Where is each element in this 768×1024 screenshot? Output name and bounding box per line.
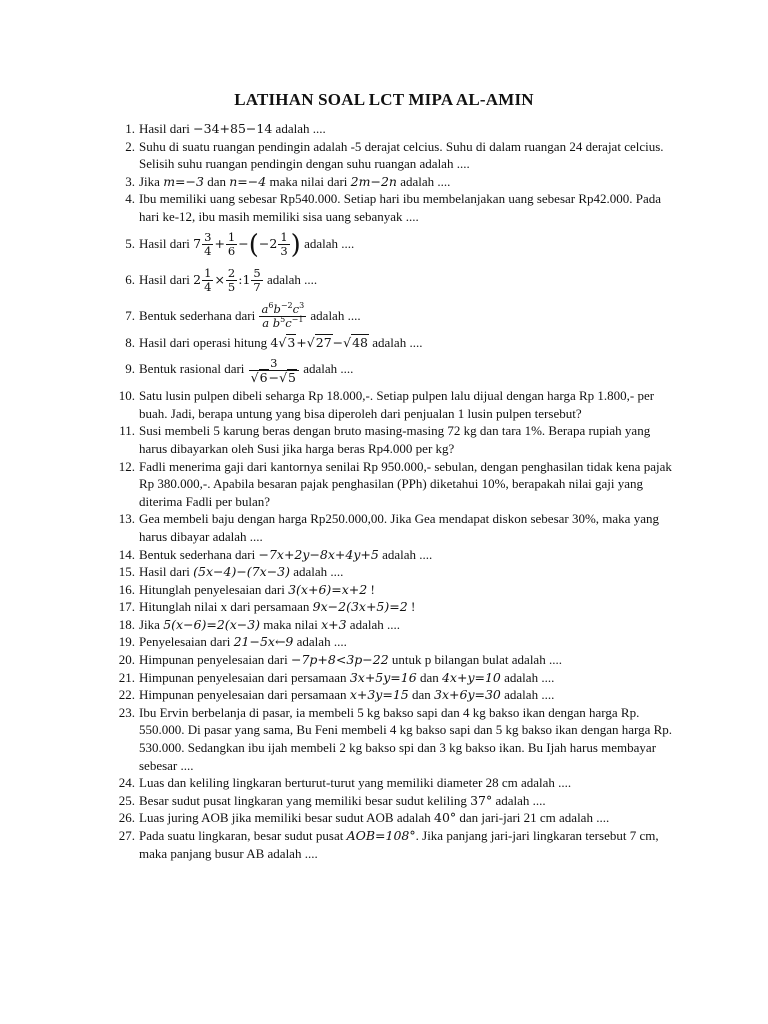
question-18: 18. Jika 5(x−6)=2(x−3) maka nilai x+3 adalah ....: [118, 616, 400, 632]
question-19: 19. Penyelesaian dari 21−5x←9 adalah ....: [118, 634, 347, 650]
fraction: $\frac{3}{4}$: [204, 230, 212, 259]
question-25: 25. Besar sudut pusat lingkaran yang memiliki besar sudut keliling 37° adalah ....: [118, 792, 546, 808]
question-10: 10. Satu lusin pulpen dibeli seharga Rp 18.000,-. Setiap pulpen lalu dijual dengan harga Rp 1.800,- per buah. Jadi, berapa untung yang bisa diperoleh dari penjualan 1 lusin pulpen tersebut?: [118, 388, 655, 421]
document-title: LATIHAN SOAL LCT MIPA AL-AMIN: [234, 90, 534, 109]
question-5: 5. Hasil dari 7 $\frac{3}{4}$ + $\frac{1}{6}$ −(−2 $\frac{1}{3}$ ) adalah ....: [125, 229, 355, 260]
question-2: 2. Suhu di suatu ruangan pendingin adalah -5 derajat celcius. Suhu di dalam ruangan 24 derajat celcius. Selisih suhu ruangan pendingin dengan suhu ruangan adalah ....: [125, 138, 664, 172]
question-21: 21. Himpunan penyelesaian dari persamaan 3x+5y=16 dan 4x+y=10 adalah ....: [118, 669, 555, 685]
fraction: $\frac{1}{6}$: [227, 230, 236, 259]
question-27: 27. Pada suatu lingkaran, besar sudut pusat AOB=108°. Jika panjang jari-jari lingkaran tersebut 7 cm, maka panjang busur AB adalah ....: [118, 828, 659, 861]
question-4: 4. Ibu memiliki uang sebesar Rp540.000. Setiap hari ibu membelanjakan uang sebesar Rp42.000. Pada hari ke-12, ibu masih memiliki sisa uang sebanyak ....: [125, 191, 662, 224]
question-7: 7. Bentuk sederhana dari $\frac{a^6b^{-2}c^3}{a b^5c^{-1}}$ adalah ....: [125, 301, 361, 331]
question-8: 8. Hasil dari operasi hitung 4√3+√27−√48 adalah ....: [125, 334, 423, 350]
question-15: 15. Hasil dari (5x−4)−(7x−3) adalah ....: [118, 564, 344, 580]
question-22: 22. Himpunan penyelesaian dari persamaan x+3y=15 dan 3x+6y=30 adalah ....: [118, 687, 555, 703]
question-list: [110, 120, 674, 862]
question-26: 26. Luas juring AOB jika memiliki besar sudut AOB adalah 40° dan jari-jari 21 cm adalah ....: [118, 810, 610, 826]
question-24: 24. Luas dan keliling lingkaran berturut-turut yang memiliki diameter 28 cm adalah ....: [118, 775, 572, 791]
fraction: $\frac{3}{√6-√5}$: [249, 357, 299, 384]
question-16: 16. Hitunglah penyelesaian dari 3(x+6)=x+2 !: [118, 581, 375, 597]
question-20: 20. Himpunan penyelesaian dari −7p+8<3p−22 untuk p bilangan bulat adalah ....: [118, 652, 562, 668]
question-3: 3. Jika m=−3 dan n=−4 maka nilai dari 2m−2n adalah ....: [125, 173, 451, 189]
question-17: 17. Hitunglah nilai x dari persamaan 9x−2(3x+5)=2 !: [118, 599, 416, 615]
question-11: 11. Susi membeli 5 karung beras dengan bruto masing-masing 72 kg dan tara 1%. Berapa rupiah yang harus dibayarkan oleh Susi jika harga beras Rp4.000 per kg?: [119, 423, 651, 456]
question-14: 14. Bentuk sederhana dari −7x+2y−8x+4y+5 adalah ....: [118, 546, 433, 562]
question-12: 12. Fadli menerima gaji dari kantornya senilai Rp 950.000,- sebulan, dengan penghasilan tidak kena pajak Rp 380.000,-. Apabila besaran pajak penghasilan (PPh) diketahui 10%, berapakah nilai gaji yang diterima Fadli per bulan?: [118, 458, 672, 509]
question-13: 13. Gea membeli baju dengan harga Rp250.000,00. Jika Gea mendapat diskon sebesar 30%, maka yang harus dibayar adalah ....: [118, 511, 659, 544]
question-1: 1. Hasil dari −34+85−14 adalah ....: [125, 121, 326, 136]
fraction: $\frac{1}{4}$: [204, 266, 212, 295]
fraction: $\frac{a^6b^{-2}c^3}{a b^5c^{-1}}$: [261, 301, 305, 331]
fraction: $\frac{5}{7}$: [253, 266, 261, 295]
fraction: $\frac{2}{5}$: [227, 266, 236, 295]
question-9: 9. Bentuk rasional dari $\frac{3}{√6-√5}$ adalah ....: [125, 355, 354, 385]
fraction: $\frac{1}{3}$: [280, 230, 288, 259]
question-6: 6. Hasil dari 2 $\frac{1}{4}$ × $\frac{2}{5}$ :1 $\frac{5}{7}$ adalah ....: [125, 266, 318, 295]
question-23: 23. Ibu Ervin berbelanja di pasar, ia membeli 5 kg bakso sapi dan 4 kg bakso ikan dengan harga Rp. 550.000. Di pasar yang sama, Bu Feni membeli 4 kg bakso sapi dan 5 kg bakso ikan dengan harga Rp. 530.000. Sedangkan ibu ijah membeli 2 kg bakso spi dan 3 kg bakso ikan. Bu Ijah harus membayar sebesar ....: [118, 704, 673, 773]
